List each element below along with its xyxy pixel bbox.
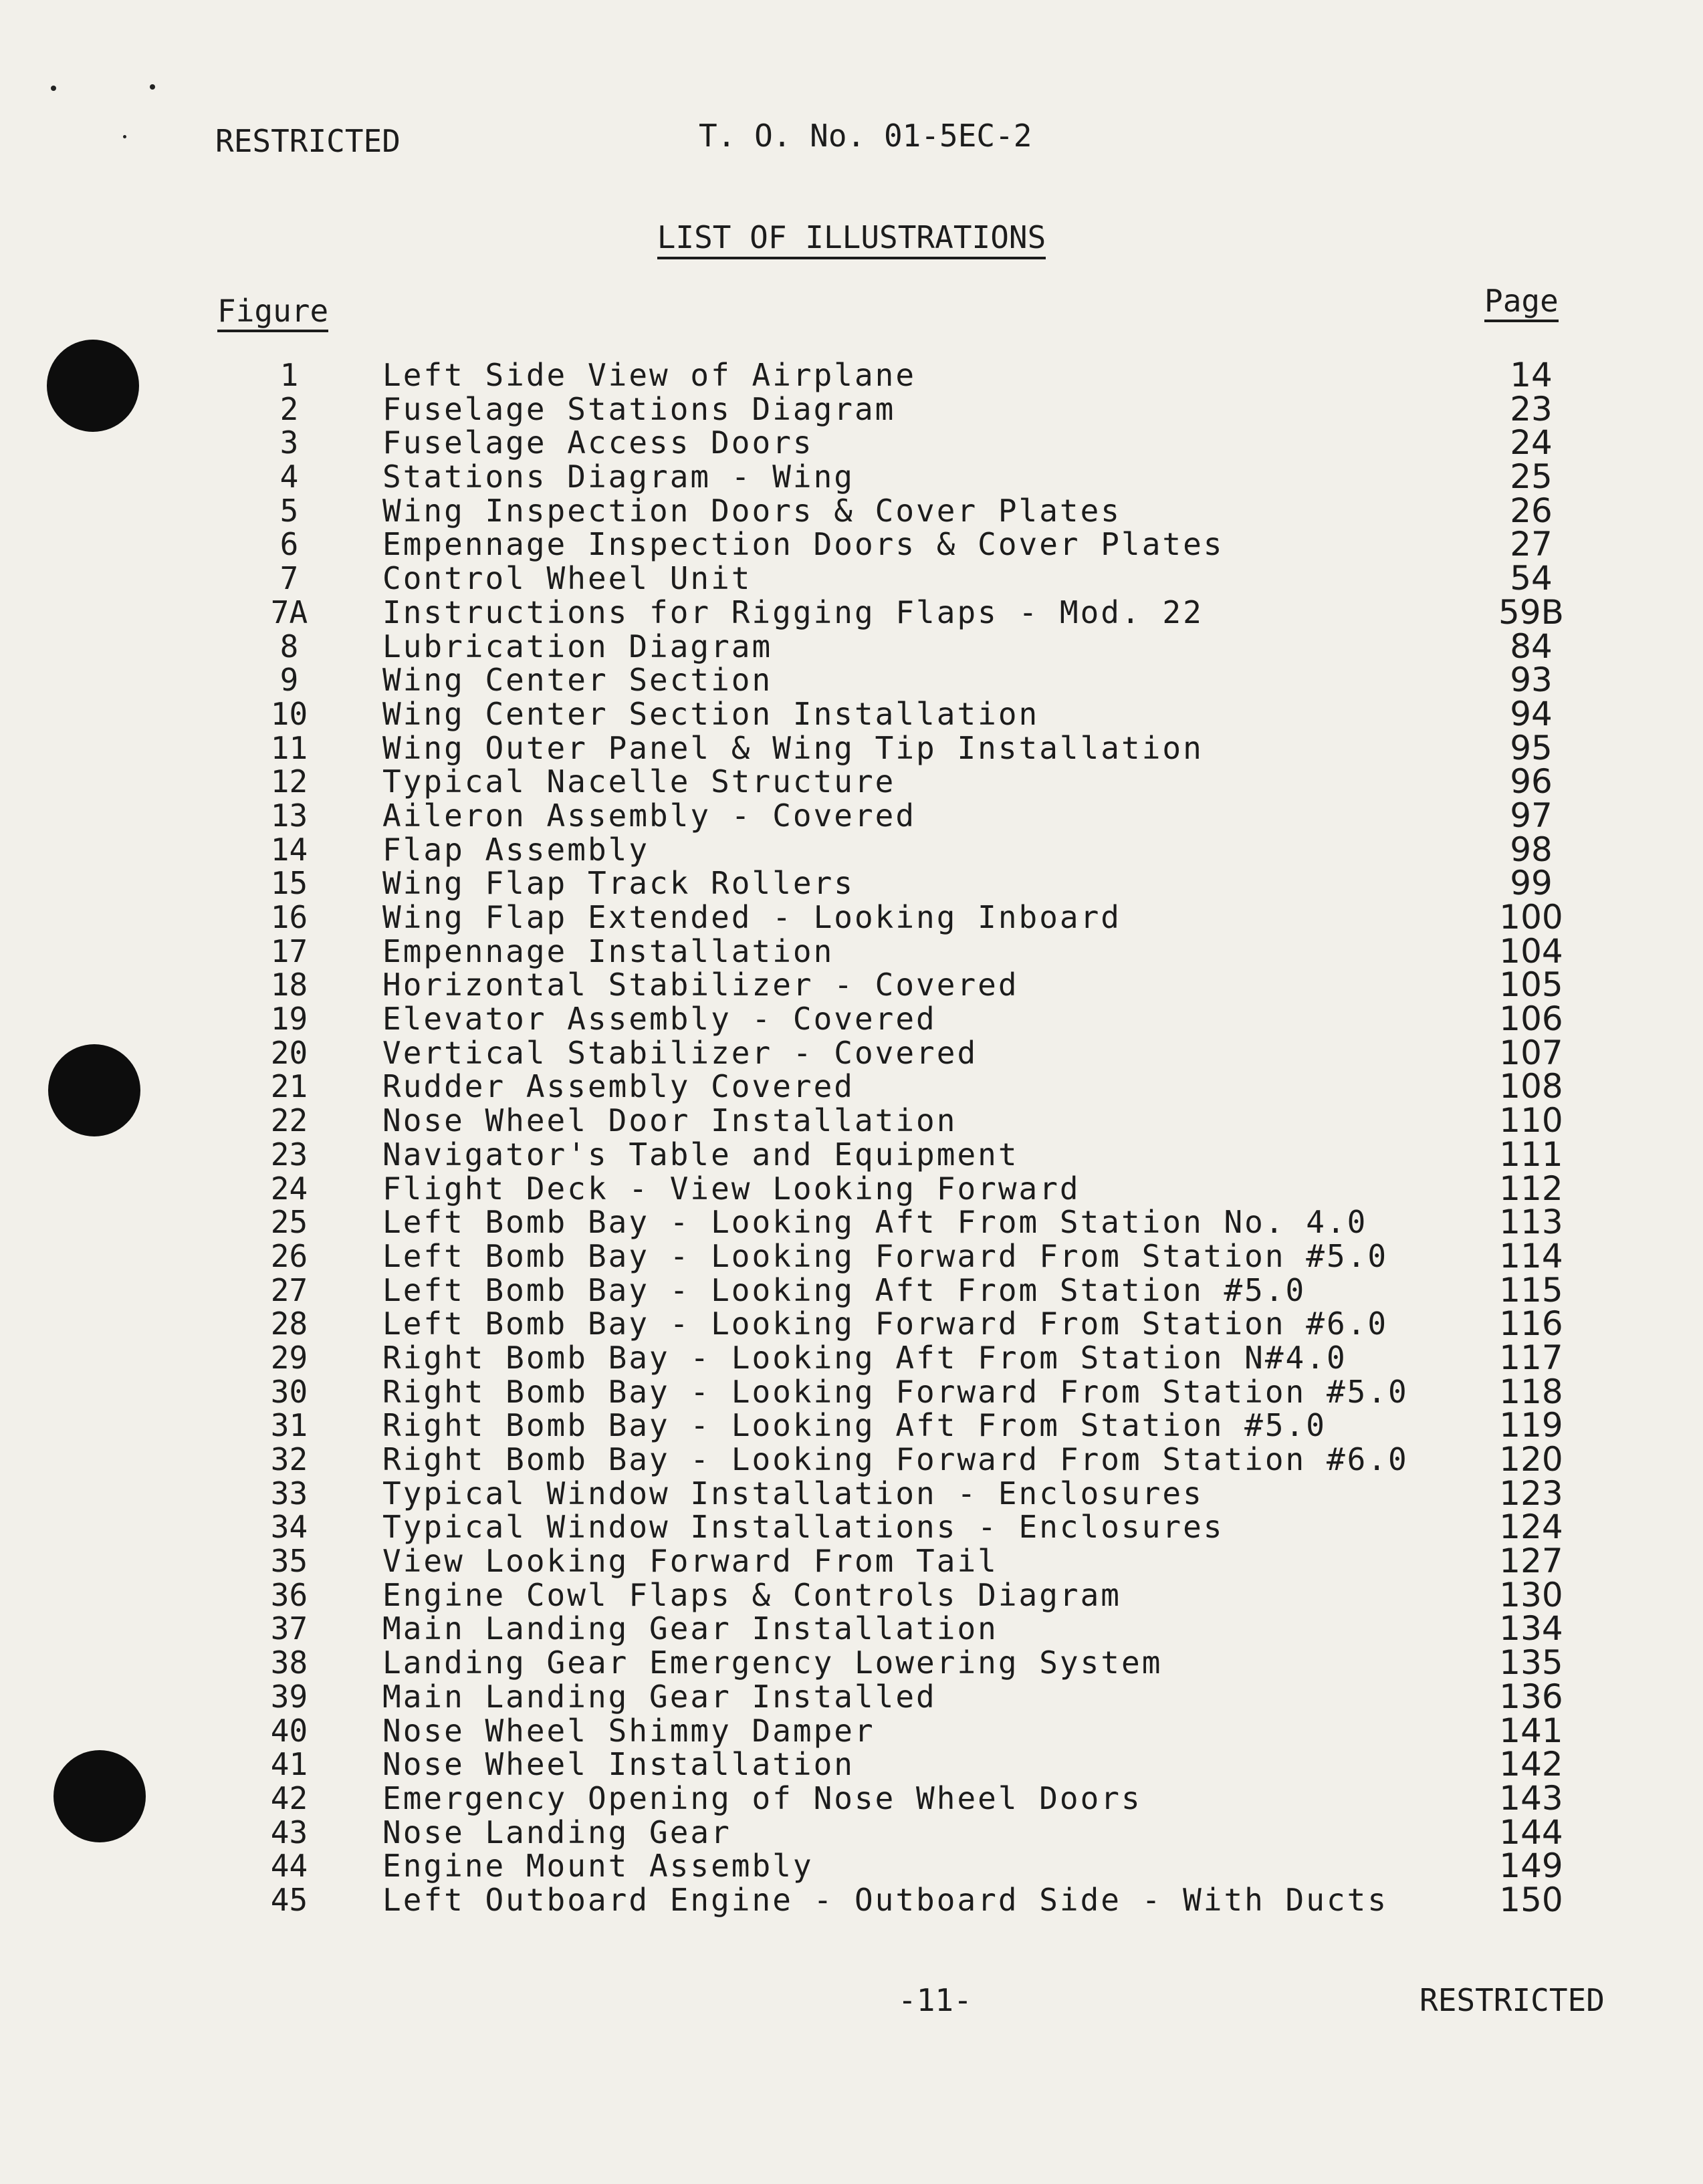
page-number: 136 (1499, 1677, 1563, 1716)
figure-caption: View Looking Forward From Tail (382, 1543, 998, 1580)
page-number: 120 (1499, 1440, 1563, 1479)
figure-number: 22 (270, 1102, 308, 1139)
figure-number: 13 (270, 797, 308, 834)
list-item (0, 999, 1703, 1039)
page-number: 113 (1499, 1203, 1563, 1242)
figure-caption: Left Side View of Airplane (382, 357, 917, 393)
figure-number: 33 (270, 1475, 308, 1511)
page-number: 114 (1499, 1236, 1563, 1276)
figure-caption: Right Bomb Bay - Looking Forward From Station #6.0 (382, 1441, 1409, 1477)
list-item (0, 592, 1703, 632)
figure-number: 2 (279, 390, 299, 427)
figure-caption: Wing Center Section (382, 662, 773, 699)
list-item (0, 1304, 1703, 1344)
list-item (0, 1473, 1703, 1513)
figure-number: 40 (270, 1712, 308, 1749)
page-number: 135 (1499, 1643, 1563, 1683)
list-item (0, 1846, 1703, 1886)
page-number: 96 (1510, 762, 1553, 802)
paper-speck (123, 135, 126, 138)
list-item (0, 1542, 1703, 1581)
list-item (0, 1778, 1703, 1818)
list-item (0, 660, 1703, 700)
page-number: 23 (1510, 389, 1553, 429)
figure-number: 12 (270, 763, 308, 800)
list-item (0, 1372, 1703, 1411)
figure-caption: Right Bomb Bay - Looking Forward From Station #5.0 (382, 1373, 1409, 1410)
figure-caption: Left Bomb Bay - Looking Aft From Station #5.0 (382, 1271, 1307, 1308)
page-number: 99 (1510, 864, 1553, 903)
figure-number: 20 (270, 1034, 308, 1071)
page-number: 130 (1499, 1575, 1563, 1614)
figure-number: 26 (270, 1237, 308, 1274)
figure-caption: Typical Nacelle Structure (382, 763, 896, 800)
figure-caption: Engine Cowl Flaps & Controls Diagram (382, 1576, 1121, 1613)
figure-caption: Fuselage Access Doors (382, 424, 814, 461)
page-number: 84 (1510, 626, 1553, 666)
list-item (0, 1643, 1703, 1683)
list-item (0, 1033, 1703, 1072)
figure-caption: Right Bomb Bay - Looking Aft From Station N#4.0 (382, 1339, 1347, 1376)
page-number: 54 (1510, 559, 1553, 598)
figure-caption: Empennage Installation (382, 933, 834, 969)
list-item (0, 1203, 1703, 1242)
figure-number: 45 (270, 1881, 308, 1918)
footer-classification: RESTRICTED (1420, 1982, 1605, 2018)
figure-caption: Empennage Inspection Doors & Cover Plates (382, 526, 1224, 563)
page-number: 14 (1510, 356, 1553, 394)
figure-number: 42 (270, 1780, 308, 1816)
list-item (0, 762, 1703, 802)
figure-number: 15 (270, 865, 308, 902)
figure-caption: Nose Landing Gear (382, 1814, 731, 1850)
page-number: 117 (1499, 1338, 1563, 1377)
figure-caption: Left Bomb Bay - Looking Forward From Station #6.0 (382, 1306, 1389, 1342)
figure-caption: Nose Wheel Installation (382, 1746, 855, 1783)
figure-number: 16 (270, 899, 308, 935)
list-item (0, 1747, 1703, 1782)
page-number: 144 (1499, 1812, 1563, 1852)
list-item (0, 931, 1703, 971)
page-number: 93 (1510, 660, 1553, 700)
illustration-list (0, 358, 1703, 1917)
page-number: 108 (1499, 1067, 1563, 1106)
figure-number: 17 (270, 933, 308, 969)
list-item (0, 527, 1703, 562)
list-item (0, 1169, 1703, 1208)
page-title (0, 219, 1703, 256)
figure-number: 14 (270, 831, 308, 868)
page-number: 59B (1498, 592, 1564, 632)
page-number: 142 (1499, 1745, 1563, 1784)
column-header-page: Page (1484, 282, 1559, 322)
figure-number: 32 (270, 1441, 308, 1477)
page-number: 127 (1499, 1542, 1563, 1581)
figure-number: 31 (270, 1407, 308, 1444)
figure-number: 11 (270, 729, 308, 766)
figure-caption: Wing Flap Track Rollers (382, 865, 855, 902)
figure-number: 39 (270, 1678, 308, 1715)
figure-number: 6 (279, 526, 299, 563)
list-item (0, 358, 1703, 392)
page-number: 110 (1499, 1101, 1563, 1140)
page-number: 123 (1499, 1473, 1563, 1513)
figure-caption: Wing Flap Extended - Looking Inboard (382, 899, 1121, 935)
figure-caption: Elevator Assembly - Covered (382, 1001, 937, 1038)
figure-caption: Main Landing Gear Installed (382, 1678, 937, 1715)
paper-speck (51, 86, 56, 91)
figure-caption: Right Bomb Bay - Looking Aft From Station #5.0 (382, 1407, 1327, 1444)
list-item (0, 389, 1703, 429)
page-number: 150 (1499, 1880, 1563, 1919)
page-number: 97 (1510, 796, 1553, 835)
figure-caption: Navigator's Table and Equipment (382, 1136, 1019, 1173)
list-item (0, 1406, 1703, 1445)
page-number: 111 (1499, 1134, 1563, 1174)
figure-number: 41 (270, 1746, 308, 1783)
figure-number: 34 (270, 1509, 308, 1546)
page-number: 149 (1499, 1846, 1563, 1886)
list-item (0, 1711, 1703, 1750)
list-item (0, 1270, 1703, 1310)
figure-caption: Instructions for Rigging Flaps - Mod. 22 (382, 594, 1204, 630)
list-item (0, 1440, 1703, 1479)
figure-number: 9 (279, 662, 299, 699)
list-item (0, 1507, 1703, 1547)
figure-caption: Wing Outer Panel & Wing Tip Installation (382, 729, 1204, 766)
list-item (0, 728, 1703, 767)
page-number: 106 (1499, 999, 1563, 1039)
list-item (0, 694, 1703, 733)
header-classification: RESTRICTED (215, 123, 401, 159)
figure-caption: Rudder Assembly Covered (382, 1068, 855, 1105)
list-item (0, 423, 1703, 463)
page-number: 25 (1510, 457, 1553, 497)
figure-number: 18 (270, 967, 308, 1003)
figure-caption: Stations Diagram - Wing (382, 459, 855, 495)
figure-number: 44 (270, 1848, 308, 1885)
figure-number: 5 (279, 492, 299, 529)
figure-caption: Vertical Stabilizer - Covered (382, 1034, 978, 1071)
list-item (0, 1101, 1703, 1140)
page-number: 100 (1499, 898, 1563, 937)
list-item (0, 965, 1703, 1005)
page-number: 24 (1510, 423, 1553, 463)
list-item (0, 457, 1703, 497)
figure-caption: Lubrication Diagram (382, 628, 773, 664)
figure-number: 38 (270, 1645, 308, 1681)
list-item (0, 830, 1703, 869)
figure-caption: Main Landing Gear Installation (382, 1610, 998, 1647)
figure-number: 37 (270, 1610, 308, 1647)
figure-number: 10 (270, 695, 308, 732)
figure-caption: Left Outboard Engine - Outboard Side - With Ducts (382, 1881, 1389, 1918)
page-number: 141 (1499, 1711, 1563, 1750)
page-number: 104 (1499, 931, 1563, 971)
figure-number: 24 (270, 1170, 308, 1207)
list-item (0, 491, 1703, 530)
figure-caption: Typical Window Installations - Enclosures (382, 1509, 1224, 1546)
figure-caption: Engine Mount Assembly (382, 1848, 814, 1885)
figure-caption: Flight Deck - View Looking Forward (382, 1170, 1081, 1207)
list-item (0, 1236, 1703, 1276)
figure-number: 1 (279, 357, 299, 393)
figure-number: 28 (270, 1306, 308, 1342)
footer-page-number: -11- (898, 1982, 972, 2018)
figure-caption: Flap Assembly (382, 831, 650, 868)
figure-number: 27 (270, 1271, 308, 1308)
figure-caption: Aileron Assembly - Covered (382, 797, 917, 834)
figure-number: 8 (279, 628, 299, 664)
page-number: 119 (1499, 1406, 1563, 1445)
figure-number: 30 (270, 1373, 308, 1410)
figure-number: 23 (270, 1136, 308, 1173)
list-item (0, 900, 1703, 935)
figure-number: 21 (270, 1068, 308, 1105)
page-number: 95 (1510, 728, 1553, 767)
page-number: 27 (1510, 525, 1553, 564)
page-number: 112 (1499, 1169, 1563, 1208)
list-item (0, 1812, 1703, 1852)
list-item (0, 1575, 1703, 1614)
list-item (0, 1338, 1703, 1377)
figure-number: 36 (270, 1576, 308, 1613)
page-number: 115 (1499, 1270, 1563, 1310)
figure-number: 43 (270, 1814, 308, 1850)
figure-caption: Control Wheel Unit (382, 560, 752, 597)
figure-caption: Horizontal Stabilizer - Covered (382, 967, 1019, 1003)
figure-caption: Nose Wheel Door Installation (382, 1102, 957, 1139)
figure-number: 29 (270, 1339, 308, 1376)
list-item (0, 559, 1703, 598)
page-number: 143 (1499, 1778, 1563, 1818)
figure-caption: Landing Gear Emergency Lowering System (382, 1645, 1163, 1681)
figure-caption: Fuselage Stations Diagram (382, 390, 896, 427)
page-number: 134 (1499, 1609, 1563, 1649)
figure-number: 3 (279, 424, 299, 461)
paper-speck (150, 84, 155, 90)
figure-number: 25 (270, 1204, 308, 1241)
page-number: 105 (1499, 965, 1563, 1005)
figure-caption: Emergency Opening of Nose Wheel Doors (382, 1780, 1142, 1816)
list-item (0, 626, 1703, 666)
page-number: 94 (1510, 694, 1553, 733)
figure-number: 35 (270, 1543, 308, 1580)
figure-number: 7A (270, 594, 308, 630)
list-item (0, 1067, 1703, 1106)
figure-number: 19 (270, 1001, 308, 1038)
list-item (0, 1609, 1703, 1649)
figure-caption: Wing Center Section Installation (382, 695, 1040, 732)
figure-number: 4 (279, 459, 299, 495)
page-number: 118 (1499, 1372, 1563, 1411)
header-tech-order: T. O. No. 01-5EC-2 (699, 118, 1032, 154)
page-title-text: LIST OF ILLUSTRATIONS (657, 219, 1046, 259)
figure-caption: Typical Window Installation - Enclosures (382, 1475, 1204, 1511)
figure-caption: Left Bomb Bay - Looking Aft From Station No. 4.0 (382, 1204, 1368, 1241)
page-number: 116 (1499, 1304, 1563, 1344)
page-number: 26 (1510, 491, 1553, 530)
list-item (0, 864, 1703, 903)
list-item (0, 1134, 1703, 1174)
list-item (0, 1677, 1703, 1716)
list-item (0, 796, 1703, 835)
figure-caption: Nose Wheel Shimmy Damper (382, 1712, 875, 1749)
page-number: 107 (1499, 1033, 1563, 1072)
figure-caption: Wing Inspection Doors & Cover Plates (382, 492, 1121, 529)
figure-caption: Left Bomb Bay - Looking Forward From Station #5.0 (382, 1237, 1389, 1274)
column-header-figure: Figure (217, 292, 328, 332)
list-item (0, 1880, 1703, 1919)
page-number: 124 (1499, 1507, 1563, 1547)
page-number: 98 (1510, 830, 1553, 869)
figure-number: 7 (279, 560, 299, 597)
